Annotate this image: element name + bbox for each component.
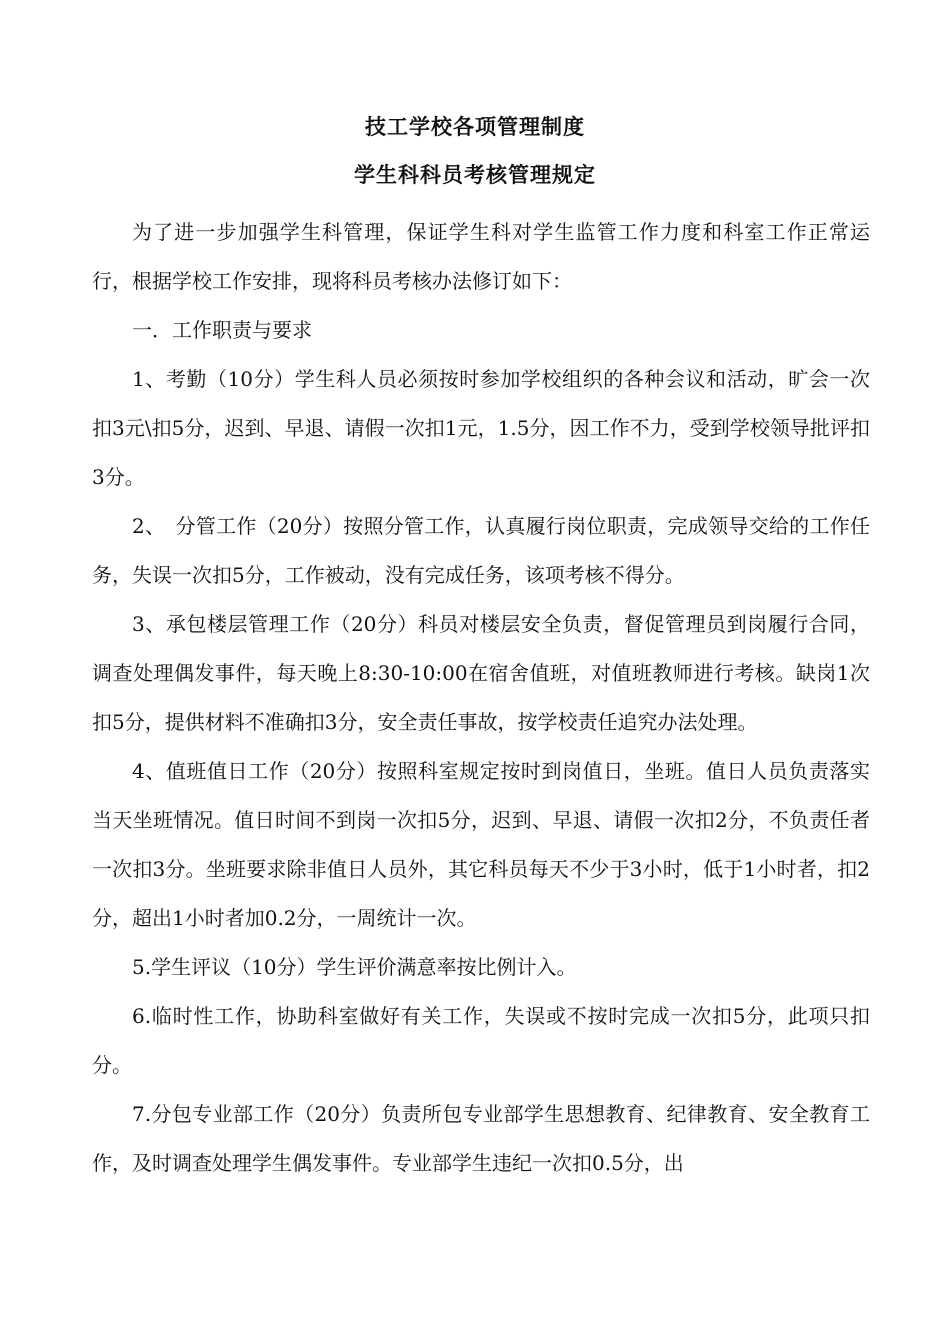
document-body [92, 208, 870, 1188]
document-title: 技工学校各项管理制度 [365, 115, 585, 139]
item-3-paragraph: 3、承包楼层管理工作（20分）科员对楼层安全负责，督促管理员到岗履行合同，调查处理偶发事件，每天晚上8:30-10:00在宿舍值班，对值班教师进行考核。缺岗1次扣5分，提供材料不准确扣3分，安全责任事故，按学校责任追究办法处理。 [92, 612, 870, 734]
intro-paragraph: 为了进一步加强学生科管理，保证学生科对学生监管工作力度和科室工作正常运行，根据学校工作安排，现将科员考核办法修订如下： [92, 220, 870, 293]
item-5-paragraph: 5.学生评议（10分）学生评价满意率按比例计入。 [132, 955, 577, 979]
document-subtitle: 学生科科员考核管理规定 [354, 163, 596, 187]
item-4-paragraph: 4、值班值日工作（20分）按照科室规定按时到岗值日，坐班。值日人员负责落实当天坐班情况。值日时间不到岗一次扣5分，迟到、早退、请假一次扣2分，不负责任者一次扣3分。坐班要求除非值日人员外，其它科员每天不少于3小时，低于1小时者，扣2分，超出1小时者加0.2分，一周统计一次。 [92, 759, 870, 930]
item-7-paragraph: 7.分包专业部工作（20分）负责所包专业部学生思想教育、纪律教育、安全教育工作，及时调查处理学生偶发事件。专业部学生违纪一次扣0.5分，出 [92, 1102, 870, 1175]
section-heading: 一．工作职责与要求 [132, 318, 312, 342]
item-6-paragraph: 6.临时性工作，协助科室做好有关工作，失误或不按时完成一次扣5分，此项只扣分。 [92, 1004, 870, 1077]
item-1-paragraph: 1、考勤（10分）学生科人员必须按时参加学校组织的各种会议和活动，旷会一次扣3元\扣5分，迟到、早退、请假一次扣1元，1.5分，因工作不力，受到学校领导批评扣3分。 [92, 367, 870, 489]
item-2-paragraph: 2、 分管工作（20分）按照分管工作，认真履行岗位职责，完成领导交给的工作任务，失误一次扣5分，工作被动，没有完成任务，该项考核不得分。 [92, 514, 870, 587]
